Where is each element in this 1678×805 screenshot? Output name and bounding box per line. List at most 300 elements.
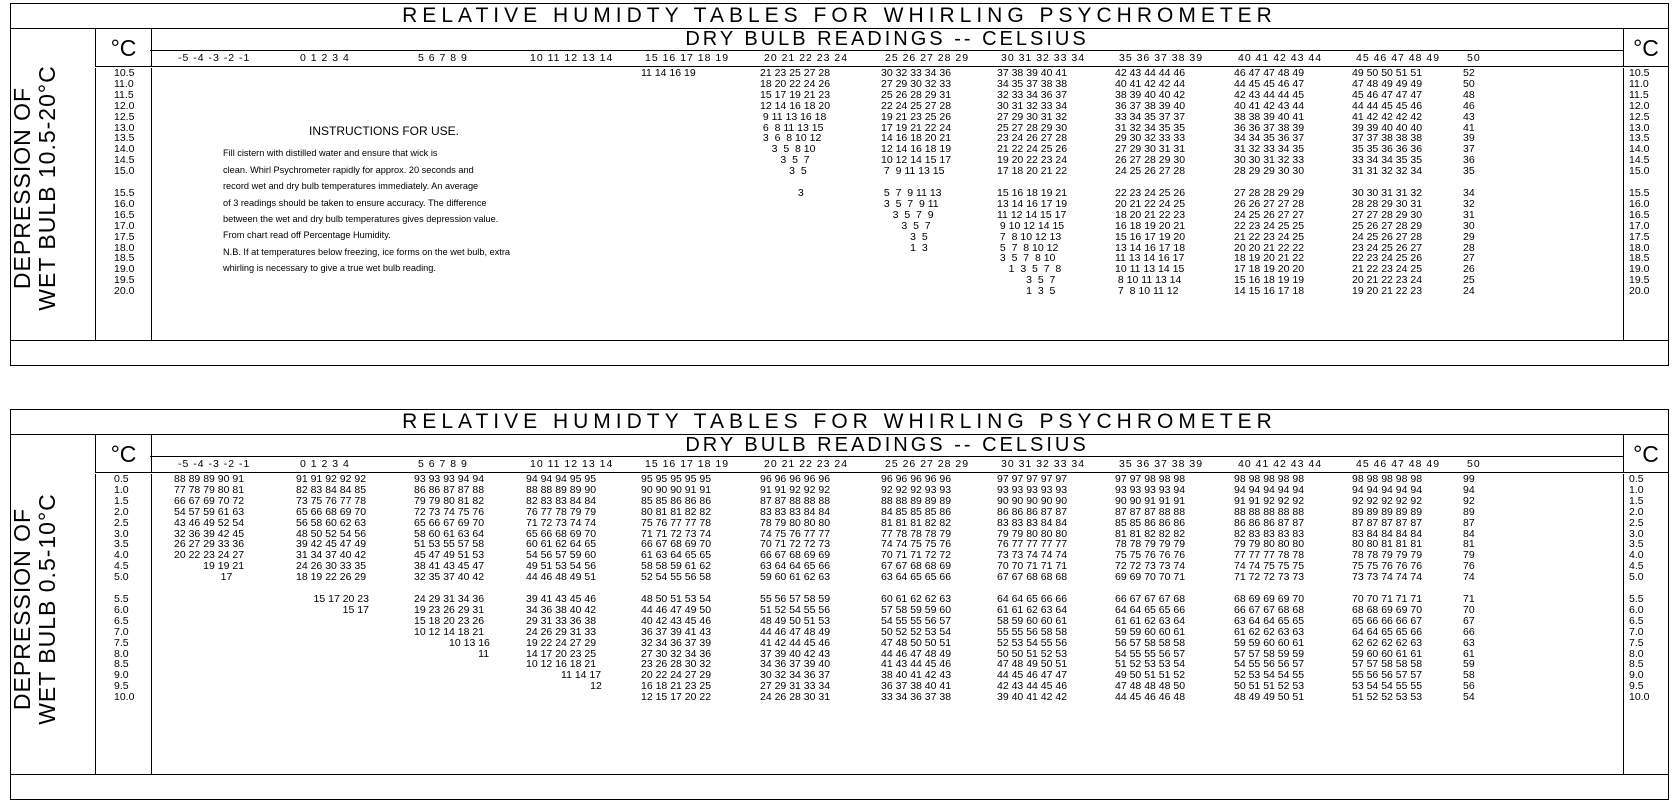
humidity-cell xyxy=(174,670,244,681)
humidity-cell: 46 xyxy=(1463,99,1475,112)
dry-bulb-heading: DRY BULB READINGS -- CELSIUS xyxy=(150,434,1624,457)
dry-bulb-group-9: 40 41 42 43 44 xyxy=(1238,458,1323,470)
humidity-cell xyxy=(641,101,696,112)
humidity-column-1 xyxy=(296,474,369,703)
humidity-cell xyxy=(174,616,244,627)
humidity-cell: 55 56 56 57 57 xyxy=(1352,669,1423,682)
depression-value-right: 18.0 xyxy=(1629,241,1650,254)
unit-label-right: °C xyxy=(1623,434,1668,473)
depression-value-left: 5.5 xyxy=(114,592,129,605)
humidity-column-11 xyxy=(1463,474,1475,703)
humidity-cell: 42 43 44 45 46 xyxy=(997,680,1068,693)
humidity-cell xyxy=(174,112,177,123)
table-title: RELATIVE HUMIDTY TABLES FOR WHIRLING PSYCHROMETER xyxy=(11,4,1668,29)
humidity-cell: 64 64 65 65 66 xyxy=(1115,603,1186,616)
dry-bulb-group-7: 30 31 32 33 34 xyxy=(1001,458,1086,470)
humidity-cell: 10 12 16 18 21 xyxy=(526,658,597,671)
humidity-cell: 33 34 36 37 38 xyxy=(881,691,952,704)
depression-value-right: 16.0 xyxy=(1629,197,1650,210)
humidity-cell: 79 xyxy=(1463,549,1475,562)
humidity-cell: 38 40 41 42 43 xyxy=(881,669,952,682)
humidity-cell: 61 61 62 63 64 xyxy=(997,603,1068,616)
humidity-cell: 86 86 87 87 88 xyxy=(414,483,485,496)
humidity-cell: 60 61 62 64 65 xyxy=(526,538,597,551)
humidity-cell: 92 xyxy=(1463,494,1475,507)
humidity-column-3 xyxy=(526,474,602,703)
humidity-cell: 41 42 42 42 42 xyxy=(1352,110,1423,123)
humidity-cell: 44 45 45 46 47 xyxy=(1234,77,1305,90)
humidity-cell xyxy=(760,286,830,297)
humidity-cell: 24 25 26 27 28 xyxy=(1115,165,1186,178)
humidity-column-7 xyxy=(997,68,1067,297)
depression-value-left: 8.5 xyxy=(114,658,129,671)
humidity-cell: 34 xyxy=(1463,186,1475,199)
humidity-cell: 93 93 93 93 94 xyxy=(1115,483,1186,496)
humidity-cell: 40 41 42 42 44 xyxy=(1115,77,1186,90)
humidity-cell: 89 89 89 89 89 xyxy=(1352,505,1423,518)
depression-value-left: 5.0 xyxy=(114,571,129,584)
depression-value-right: 5.0 xyxy=(1629,571,1644,584)
humidity-cell xyxy=(760,221,830,232)
humidity-cell: 80 80 81 81 81 xyxy=(1352,538,1423,551)
humidity-cell: 57 57 58 59 59 xyxy=(1234,647,1305,660)
humidity-cell xyxy=(174,101,177,112)
humidity-cell: 84 xyxy=(1463,527,1475,540)
humidity-cell: 55 56 57 58 59 xyxy=(760,592,831,605)
humidity-cell: 76 77 78 79 79 xyxy=(526,505,597,518)
humidity-cell: 61 63 64 65 65 xyxy=(641,549,712,562)
humidity-cell: 24 26 28 30 31 xyxy=(760,691,831,704)
humidity-cell: 65 66 67 69 70 xyxy=(414,516,485,529)
humidity-cell: 61 62 62 63 63 xyxy=(1234,625,1305,638)
humidity-cell xyxy=(526,286,529,297)
humidity-cell: 21 23 25 27 28 xyxy=(760,67,831,79)
humidity-cell: 27 xyxy=(1463,252,1475,265)
humidity-cell xyxy=(296,638,369,649)
humidity-cell: 54 xyxy=(1463,691,1475,704)
humidity-cell: 64 64 65 66 66 xyxy=(997,592,1068,605)
humidity-cell: 91 91 92 92 92 xyxy=(296,473,367,485)
depression-value-right: 4.0 xyxy=(1629,549,1644,562)
dry-bulb-group-0: -5 -4 -3 -2 -1 xyxy=(178,52,251,64)
depression-value-left: 6.0 xyxy=(114,603,129,616)
humidity-cell: 32 34 36 37 39 xyxy=(641,636,712,649)
table-body xyxy=(11,28,1668,341)
humidity-cell: 20 21 22 24 25 xyxy=(1115,197,1186,210)
depression-value-left: 2.5 xyxy=(114,516,129,529)
humidity-cell xyxy=(641,90,696,101)
humidity-cell: 72 73 74 75 76 xyxy=(414,505,485,518)
humidity-cell: 27 28 28 29 29 xyxy=(1234,186,1305,199)
humidity-cell: 88 88 89 89 90 xyxy=(526,483,597,496)
instructions-line: N.B. If at temperatures below freezing, ice forms on the wet bulb, extra xyxy=(223,246,510,257)
humidity-cell: 47 48 49 50 51 xyxy=(997,658,1068,671)
humidity-cell: 98 98 98 98 98 xyxy=(1352,473,1423,485)
humidity-cell: 56 xyxy=(1463,680,1475,693)
humidity-cell: 37 39 40 42 43 xyxy=(760,647,831,660)
humidity-cell: 9 11 13 16 18 xyxy=(760,110,827,123)
humidity-cell: 36 36 37 38 39 xyxy=(1234,121,1305,134)
humidity-cell: 48 49 49 50 51 xyxy=(1234,691,1305,704)
humidity-cell: 3 6 8 10 12 xyxy=(760,132,822,145)
humidity-cell: 44 46 47 48 49 xyxy=(760,625,831,638)
humidity-cell: 39 41 43 45 46 xyxy=(526,592,597,605)
humidity-cell: 25 26 28 29 31 xyxy=(881,88,952,101)
humidity-cell: 3 5 7 8 10 xyxy=(997,252,1056,265)
humidity-cell: 76 xyxy=(1463,560,1475,573)
humidity-cell: 57 58 59 59 60 xyxy=(881,603,952,616)
humidity-cell: 44 44 45 45 46 xyxy=(1352,99,1423,112)
depression-value-right: 17.5 xyxy=(1629,230,1650,243)
depression-value-right: 9.5 xyxy=(1629,680,1644,693)
humidity-cell: 48 xyxy=(1463,88,1475,101)
dry-bulb-group-5: 20 21 22 23 24 xyxy=(764,458,849,470)
humidity-cell: 48 50 52 54 56 xyxy=(296,527,367,540)
humidity-cell: 65 66 68 69 70 xyxy=(296,505,367,518)
humidity-cell: 32 35 37 40 42 xyxy=(414,571,485,584)
humidity-cell: 48 49 50 51 53 xyxy=(760,614,831,627)
dry-bulb-group-2: 5 6 7 8 9 xyxy=(418,458,468,470)
humidity-cell: 3 5 xyxy=(881,230,928,243)
humidity-cell: 83 84 84 84 84 xyxy=(1352,527,1423,540)
dry-bulb-group-0: -5 -4 -3 -2 -1 xyxy=(178,458,251,470)
humidity-column-0 xyxy=(174,68,177,297)
humidity-cell: 10 12 14 15 17 xyxy=(881,154,952,167)
humidity-cell: 24 25 26 27 27 xyxy=(1234,208,1305,221)
humidity-cell: 74 xyxy=(1463,571,1475,584)
humidity-cell: 94 94 94 94 94 xyxy=(1234,483,1305,496)
humidity-cell: 78 79 80 80 80 xyxy=(760,516,831,529)
humidity-cell: 12 14 16 18 20 xyxy=(760,99,831,112)
humidity-cell: 15 17 19 21 23 xyxy=(760,88,831,101)
humidity-column-4 xyxy=(641,68,696,297)
humidity-cell: 73 75 76 77 78 xyxy=(296,494,367,507)
humidity-cell: 9 10 12 14 15 xyxy=(997,219,1065,232)
humidity-cell: 86 86 86 87 87 xyxy=(1234,516,1305,529)
humidity-cell: 36 37 38 40 41 xyxy=(881,680,952,693)
humidity-cell: 45 47 49 51 53 xyxy=(414,549,485,562)
humidity-cell: 10 11 13 14 15 xyxy=(1115,263,1185,276)
humidity-cell xyxy=(414,286,417,297)
humidity-cell: 15 17 xyxy=(296,603,369,616)
humidity-cell: 3 5 8 10 xyxy=(760,143,816,156)
humidity-column-11 xyxy=(1463,68,1475,297)
humidity-cell: 74 75 76 77 77 xyxy=(760,527,831,540)
humidity-cell: 77 78 79 80 81 xyxy=(174,483,245,496)
humidity-cell: 24 xyxy=(1463,285,1475,298)
humidity-cell: 19 21 23 25 26 xyxy=(881,110,952,123)
humidity-cell: 10 13 16 xyxy=(414,636,490,649)
humidity-cell xyxy=(641,264,696,275)
humidity-column-10 xyxy=(1352,68,1422,297)
humidity-cell: 58 60 61 63 64 xyxy=(414,527,485,540)
humidity-cell: 51 52 53 53 54 xyxy=(1115,658,1186,671)
humidity-cell: 3 5 7 9 11 xyxy=(881,197,939,210)
humidity-cell: 26 xyxy=(1463,263,1475,276)
humidity-cell: 29 31 33 36 38 xyxy=(526,614,597,627)
humidity-cell: 20 22 23 24 27 xyxy=(174,549,245,562)
humidity-column-7 xyxy=(997,474,1067,703)
humidity-cell: 1 3 5 xyxy=(997,285,1056,298)
humidity-cell: 31 xyxy=(1463,208,1475,221)
depression-value-right: 10.5 xyxy=(1629,67,1650,79)
humidity-cell: 70 70 71 71 71 xyxy=(1352,592,1423,605)
humidity-cell: 29 xyxy=(1463,230,1475,243)
humidity-cell xyxy=(641,123,696,134)
depression-value-right: 8.5 xyxy=(1629,658,1644,671)
humidity-column-9 xyxy=(1234,68,1304,297)
humidity-cell xyxy=(760,210,830,221)
depression-value-left: 7.0 xyxy=(114,625,129,638)
humidity-cell: 24 29 31 34 36 xyxy=(414,592,485,605)
humidity-cell: 19 23 26 29 31 xyxy=(414,603,485,616)
dry-bulb-group-4: 15 16 17 18 19 xyxy=(645,458,730,470)
dry-bulb-group-1: 0 1 2 3 4 xyxy=(300,52,350,64)
humidity-cell: 58 58 59 61 62 xyxy=(641,560,712,573)
humidity-cell: 27 30 32 34 36 xyxy=(641,647,712,660)
depression-value-left: 19.0 xyxy=(114,263,135,276)
humidity-cell: 81 81 82 82 82 xyxy=(1115,527,1186,540)
humidity-cell: 89 xyxy=(1463,505,1475,518)
humidity-cell: 79 79 80 81 82 xyxy=(414,494,485,507)
instructions-line: clean. Whirl Psychrometer rapidly for approx. 20 seconds and xyxy=(223,164,474,175)
depression-value-left: 9.5 xyxy=(114,680,129,693)
humidity-cell: 41 xyxy=(1463,121,1475,134)
humidity-column-2 xyxy=(414,68,417,297)
humidity-cell: 28 28 29 30 31 xyxy=(1352,197,1423,210)
humidity-cell: 26 27 28 29 30 xyxy=(1115,154,1186,167)
humidity-cell: 73 73 74 74 74 xyxy=(1352,571,1423,584)
humidity-cell: 59 60 61 62 63 xyxy=(760,571,831,584)
humidity-cell: 94 94 94 94 94 xyxy=(1352,483,1423,496)
depression-value-left: 8.0 xyxy=(114,647,129,660)
humidity-cell: 34 36 38 40 42 xyxy=(526,603,597,616)
humidity-cell xyxy=(174,221,177,232)
humidity-cell: 82 83 83 84 84 xyxy=(526,494,597,507)
depression-value-left: 10.0 xyxy=(114,691,135,704)
humidity-cell: 15 16 18 19 19 xyxy=(1234,274,1305,287)
humidity-cell: 82 83 83 83 83 xyxy=(1234,527,1305,540)
humidity-cell: 3 5 7 xyxy=(760,154,810,167)
humidity-cell: 32 33 34 36 37 xyxy=(997,88,1068,101)
humidity-cell: 61 xyxy=(1463,647,1475,660)
humidity-cell: 42 43 44 44 45 xyxy=(1234,88,1305,101)
humidity-cell: 60 61 62 62 63 xyxy=(881,592,952,605)
instructions-line: record wet and dry bulb temperatures immediately. An average xyxy=(223,181,479,192)
humidity-cell: 17 18 19 20 20 xyxy=(1234,263,1305,276)
humidity-cell xyxy=(526,692,602,703)
depression-value-left: 11.0 xyxy=(114,77,134,90)
humidity-cell: 54 55 55 56 57 xyxy=(1115,647,1186,660)
depression-value-right: 7.5 xyxy=(1629,636,1644,649)
depression-value-left: 0.5 xyxy=(114,473,129,485)
humidity-cell: 59 xyxy=(1463,658,1475,671)
humidity-cell xyxy=(760,243,830,254)
humidity-cell: 87 xyxy=(1463,516,1475,529)
depression-column-right xyxy=(1623,474,1668,774)
humidity-cell: 31 31 32 32 34 xyxy=(1352,165,1423,178)
depression-value-right: 7.0 xyxy=(1629,625,1644,638)
humidity-cell xyxy=(526,232,529,243)
humidity-cell: 82 83 84 84 85 xyxy=(296,483,367,496)
humidity-cell: 71 72 72 73 73 xyxy=(1234,571,1305,584)
depression-value-left: 16.0 xyxy=(114,197,135,210)
depression-value-right: 12.0 xyxy=(1629,99,1650,112)
depression-value-right: 8.0 xyxy=(1629,647,1644,660)
instructions-heading: INSTRUCTIONS FOR USE. xyxy=(309,124,460,138)
humidity-cell: 31 32 34 35 35 xyxy=(1115,121,1186,134)
table-body xyxy=(11,434,1668,775)
humidity-cell xyxy=(414,692,490,703)
humidity-cell xyxy=(174,649,244,660)
humidity-cell: 77 77 77 78 78 xyxy=(1234,549,1305,562)
humidity-cell: 59 59 60 60 61 xyxy=(1115,625,1186,638)
humidity-cell: 51 52 54 55 56 xyxy=(760,603,831,616)
humidity-cell: 66 67 68 69 69 xyxy=(760,549,831,562)
humidity-cell: 22 23 24 25 26 xyxy=(1115,186,1186,199)
humidity-cell: 51 52 52 53 53 xyxy=(1352,691,1423,704)
humidity-cell: 12 14 16 18 19 xyxy=(881,143,952,156)
humidity-cell: 37 xyxy=(1463,143,1475,156)
humidity-cell: 37 38 39 40 41 xyxy=(997,67,1068,79)
humidity-cell: 97 97 97 97 97 xyxy=(997,473,1068,485)
humidity-cell: 25 26 27 28 29 xyxy=(1352,219,1423,232)
depression-value-left: 19.5 xyxy=(114,274,135,287)
humidity-cell xyxy=(881,286,951,297)
humidity-cell xyxy=(296,286,299,297)
humidity-cell: 46 47 47 48 49 xyxy=(1234,67,1305,79)
humidity-cell xyxy=(296,659,369,670)
humidity-cell: 14 16 18 20 21 xyxy=(881,132,952,145)
humidity-cell: 52 53 54 55 56 xyxy=(997,636,1068,649)
humidity-cell xyxy=(174,638,244,649)
humidity-cell: 7 9 11 13 15 xyxy=(881,165,945,178)
humidity-cell: 90 90 90 90 90 xyxy=(997,494,1068,507)
instructions-line: whirling is necessary to give a true wet bulb reading. xyxy=(223,263,436,274)
humidity-cell: 88 88 89 89 89 xyxy=(881,494,952,507)
humidity-cell: 6 8 11 13 15 xyxy=(760,121,824,134)
humidity-cell: 44 46 47 49 50 xyxy=(641,603,712,616)
humidity-cell xyxy=(174,681,244,692)
depression-value-left: 3.0 xyxy=(114,527,129,540)
humidity-cell: 79 79 80 80 80 xyxy=(997,527,1068,540)
humidity-cell: 66 67 67 67 68 xyxy=(1115,592,1186,605)
depression-value-right: 14.0 xyxy=(1629,143,1650,156)
humidity-cell: 32 xyxy=(1463,197,1475,210)
humidity-cell: 17 19 21 22 24 xyxy=(881,121,952,134)
humidity-cell: 27 29 31 33 34 xyxy=(760,680,831,693)
depression-value-right: 13.5 xyxy=(1629,132,1650,145)
humidity-cell: 50 50 51 52 53 xyxy=(997,647,1068,660)
humidity-cell: 39 40 41 42 42 xyxy=(997,691,1068,704)
depression-value-left: 12.5 xyxy=(114,110,135,123)
humidity-cell: 48 50 51 53 54 xyxy=(641,592,712,605)
humidity-cell: 38 41 43 45 47 xyxy=(414,560,485,573)
humidity-cell: 10 12 14 18 21 xyxy=(414,625,485,638)
humidity-cell: 43 xyxy=(1463,110,1475,123)
humidity-cell: 80 81 81 82 82 xyxy=(641,505,712,518)
dry-bulb-group-3: 10 11 12 13 14 xyxy=(530,458,614,470)
humidity-cell xyxy=(641,253,696,264)
humidity-cell: 66 67 68 69 70 xyxy=(641,538,712,551)
depression-value-right: 19.5 xyxy=(1629,274,1650,287)
humidity-table-high xyxy=(10,3,1669,366)
humidity-cell: 11 13 14 16 17 xyxy=(1115,252,1185,265)
humidity-cell: 72 72 73 73 74 xyxy=(1115,560,1186,573)
humidity-cell xyxy=(641,79,696,90)
depression-value-left: 2.0 xyxy=(114,505,129,518)
humidity-cell: 75 76 77 77 78 xyxy=(641,516,712,529)
humidity-cell xyxy=(641,177,696,188)
humidity-cell: 70 71 72 72 73 xyxy=(760,538,831,551)
humidity-column-1 xyxy=(296,68,299,297)
humidity-cell: 30 32 33 34 36 xyxy=(881,67,952,79)
humidity-cell xyxy=(296,112,299,123)
dry-bulb-group-9: 40 41 42 43 44 xyxy=(1238,52,1323,64)
humidity-cell: 22 23 24 25 25 xyxy=(1234,219,1305,232)
humidity-column-8 xyxy=(1115,68,1185,297)
humidity-cell xyxy=(296,681,369,692)
humidity-cell xyxy=(174,659,244,670)
humidity-column-6 xyxy=(881,474,951,703)
humidity-column-9 xyxy=(1234,474,1304,703)
humidity-cell: 52 53 54 54 55 xyxy=(1234,669,1305,682)
humidity-cell xyxy=(174,286,177,297)
humidity-cell: 37 37 38 38 38 xyxy=(1352,132,1423,145)
humidity-cell: 66 xyxy=(1463,625,1475,638)
dry-bulb-groups xyxy=(150,456,1624,473)
humidity-column-10 xyxy=(1352,474,1422,703)
humidity-cell: 39 39 40 40 40 xyxy=(1352,121,1423,134)
depression-label: DEPRESSION OF WET BULB 0.5-10°C xyxy=(9,493,60,725)
depression-value-right: 3.0 xyxy=(1629,527,1644,540)
humidity-cell: 30 30 31 31 32 xyxy=(1352,186,1423,199)
humidity-cell: 70 xyxy=(1463,603,1475,616)
depression-value-right: 15.5 xyxy=(1629,186,1650,199)
humidity-cell: 22 23 24 25 26 xyxy=(1352,252,1423,265)
humidity-cell: 74 74 75 75 76 xyxy=(881,538,952,551)
dry-bulb-group-11: 50 xyxy=(1467,458,1481,470)
humidity-table-low xyxy=(10,409,1669,800)
humidity-cell: 95 95 95 95 95 xyxy=(641,473,712,485)
dry-bulb-group-7: 30 31 32 33 34 xyxy=(1001,52,1086,64)
humidity-cell xyxy=(174,594,244,605)
humidity-column-2 xyxy=(414,474,490,703)
humidity-cell: 96 96 96 96 96 xyxy=(881,473,952,485)
humidity-cell xyxy=(641,166,696,177)
humidity-cell: 13 14 16 17 19 xyxy=(997,197,1068,210)
depression-value-right: 4.5 xyxy=(1629,560,1644,573)
dry-bulb-heading: DRY BULB READINGS -- CELSIUS xyxy=(150,28,1624,51)
depression-value-left: 4.0 xyxy=(114,549,129,562)
depression-value-left: 13.5 xyxy=(114,132,135,145)
humidity-cell xyxy=(641,286,696,297)
humidity-cell: 3 5 7 9 xyxy=(881,208,934,221)
humidity-cell: 1 3 xyxy=(881,241,928,254)
humidity-cell xyxy=(174,583,244,594)
humidity-cell: 30 30 31 32 33 xyxy=(1234,154,1305,167)
humidity-cell: 18 19 20 21 22 xyxy=(1234,252,1305,265)
humidity-cell: 36 37 39 41 43 xyxy=(641,625,712,638)
humidity-cell: 34 35 37 38 38 xyxy=(997,77,1068,90)
depression-label: DEPRESSION OF WET BULB 10.5-20°C xyxy=(9,65,60,311)
humidity-cell xyxy=(296,616,369,627)
humidity-cell: 3 5 7 xyxy=(881,219,931,232)
humidity-cell xyxy=(174,692,244,703)
depression-value-right: 3.5 xyxy=(1629,538,1644,551)
instructions xyxy=(223,123,613,277)
depression-value-right: 10.0 xyxy=(1629,691,1650,704)
